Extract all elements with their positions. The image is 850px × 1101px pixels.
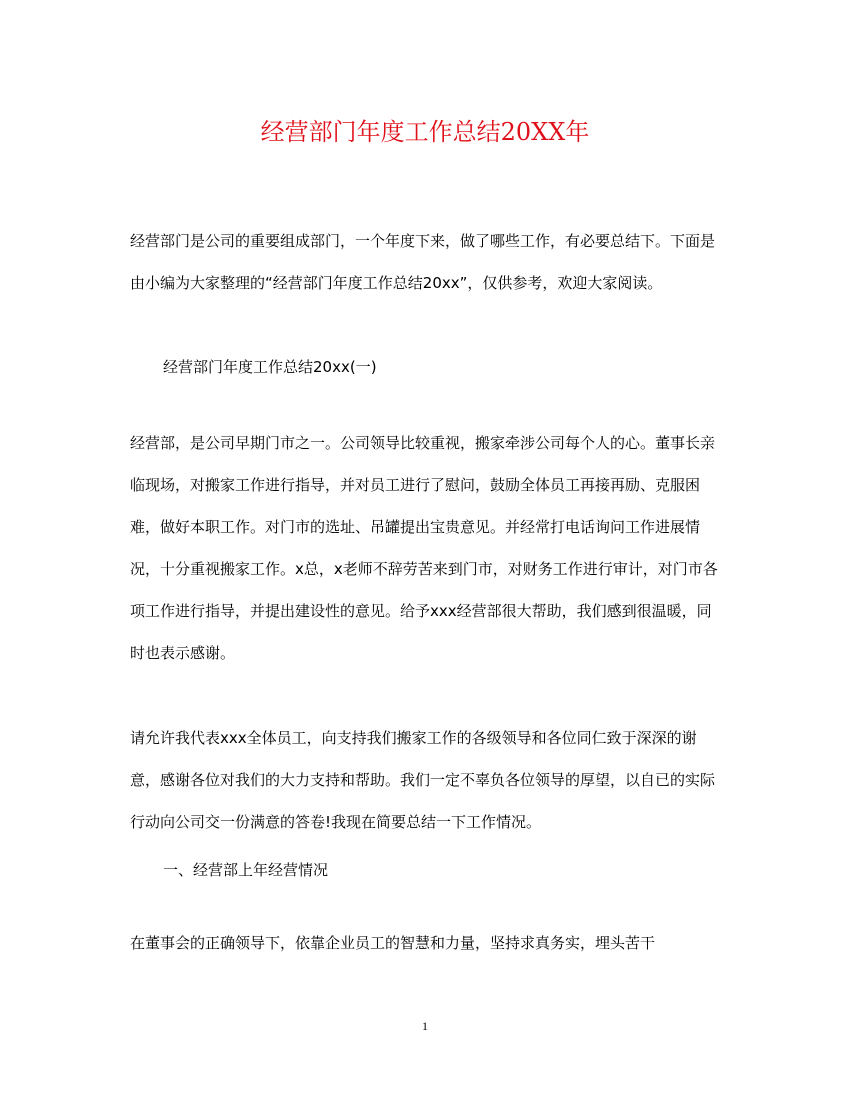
section-heading-part-one: 经营部门年度工作总结20xx(一) (163, 358, 377, 376)
body-paragraph-thanks: 请允许我代表xxx全体员工，向支持我们搬家工作的各级领导和各位同仁致于深深的谢意，感谢各位对我们的大力支持和帮助。我们一定不辜负各位领导的厚望，以自已的实际行动向公司交一份满意的答卷!我现在简要总结一下工作情况。 (130, 729, 716, 831)
section-heading-last-year: 一、经营部上年经营情况 (163, 861, 329, 879)
intro-paragraph: 经营部门是公司的重要组成部门，一个年度下来，做了哪些工作，有必要总结下。下面是由小编为大家整理的“经营部门年度工作总结20xx”，仅供参考，欢迎大家阅读。 (130, 232, 716, 292)
document-title: 经营部门年度工作总结20XX年 (260, 118, 590, 146)
page-number: 1 (422, 1019, 428, 1033)
body-paragraph-department-history: 经营部，是公司早期门市之一。公司领导比较重视，搬家牵涉公司每个人的心。董事长亲临现场，对搬家工作进行指导，并对员工进行了慰问，鼓励全体员工再接再励、克服困难，做好本职工作。对门市的选址、吊罐提出宝贵意见。并经常打电话询问工作进展情况，十分重视搬家工作。x总，x老师不辞劳苦来到门市，对财务工作进行审计，对门市各项工作进行指导，并提出建设性的意见。给予xxx经营部很大帮助，我们感到很温暖，同时也表示感谢。 (130, 434, 718, 662)
body-paragraph-leadership: 在董事会的正确领导下，依靠企业员工的智慧和力量，坚持求真务实，埋头苦干 (130, 934, 656, 952)
